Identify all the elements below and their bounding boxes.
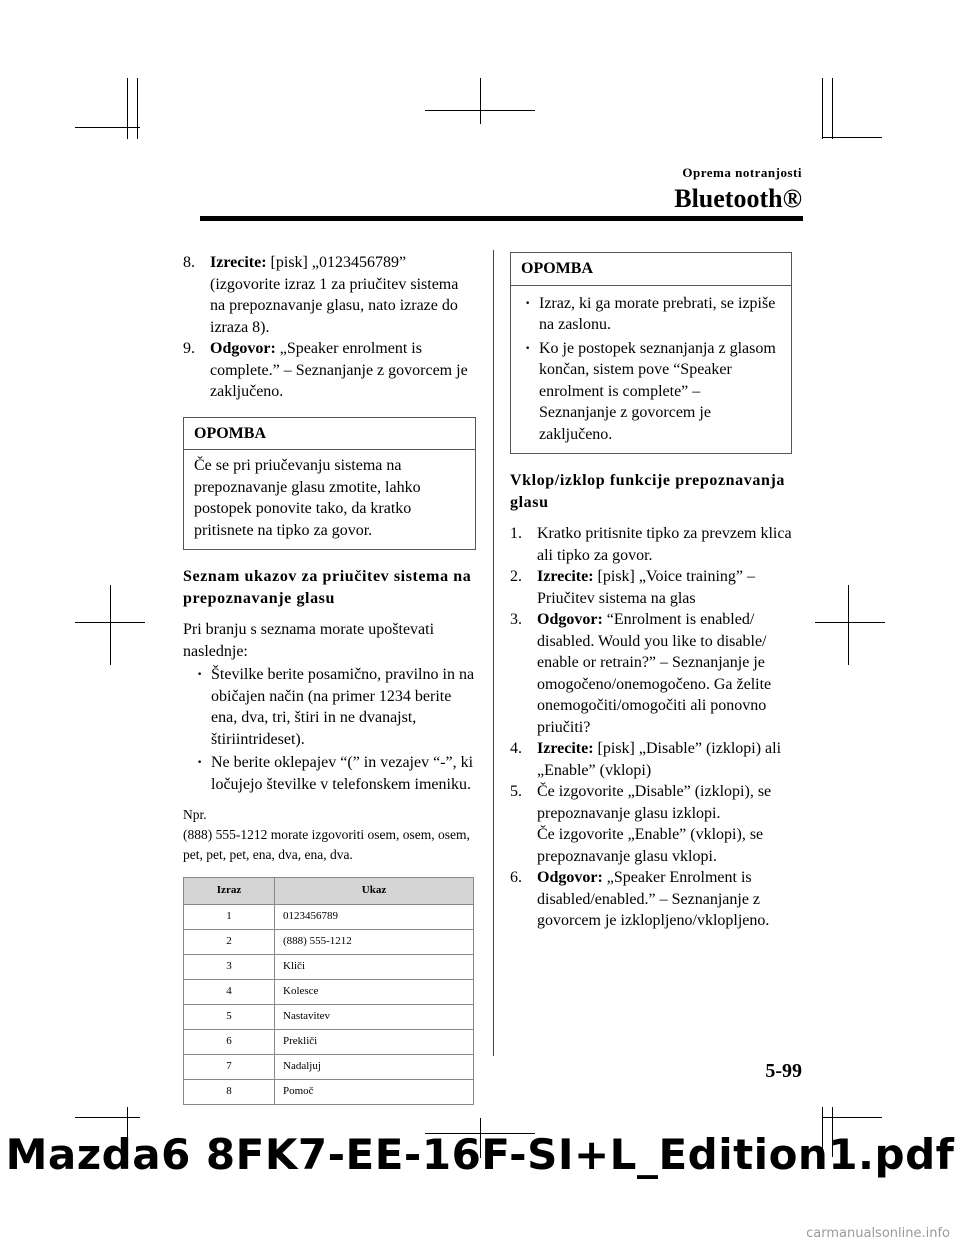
section-title: Oprema notranjosti [682, 165, 802, 180]
table-header-row [184, 878, 474, 905]
bullet-item: · Ne berite oklepajev “(” in vezajev “-”, ki ločujejo številke v telefonskem imeniku. [183, 752, 476, 795]
command-table [183, 877, 474, 1105]
example-label: Npr. [183, 807, 207, 822]
footer-filename: Mazda6 8FK7-EE-16F-SI+L_Edition1.pdf [5, 1130, 955, 1179]
section-subheading: Seznam ukazov za priučitev sistema na prepoznavanje glasu [183, 568, 472, 607]
table-row: 2 (888) 555-1212 [184, 930, 474, 955]
step-4: 4. Izrecite: [pisk] „Disable” (izklopi) ali „Enable” (vklopi) [510, 740, 782, 779]
intro-text: Pri branju s seznama morate upoštevati naslednje: [183, 621, 435, 660]
table-row: 6 Prekliči [184, 1030, 474, 1055]
table-row: 4 Kolesce [184, 980, 474, 1005]
table-row: 8 Pomoč [184, 1080, 474, 1105]
bullet-icon: · [197, 666, 203, 683]
bullet-item: · Številke berite posamično, pravilno in na običajen način (na primer 1234 berite ena, dva, tri, štiri in ne dvanajst, štiriintrideset). [183, 664, 476, 750]
table-row: 1 0123456789 [184, 905, 474, 930]
bullet-icon: · [525, 294, 531, 312]
left-column [183, 252, 476, 1105]
page-number: 5-99 [765, 1060, 802, 1082]
step-1: 1. Kratko pritisnite tipko za prevzem klica ali tipko za govor. [510, 525, 792, 564]
watermark: carmanualsonline.info [806, 1226, 950, 1241]
step-label: Izrecite: [210, 254, 267, 271]
step-number: 8. [183, 254, 195, 271]
step-text: [pisk] „0123456789” (izgovorite izraz 1 za priučitev sistema na prepoznavanje glasu, nato izraze do izraza 8). [210, 254, 459, 336]
column-divider [493, 250, 494, 1056]
table-row: 5 Nastavitev [184, 1005, 474, 1030]
step-number: 9. [183, 340, 195, 357]
header-rule [200, 216, 803, 221]
step-5: 5. Če izgovorite „Disable” (izklopi), se prepoznavanje glasu izklopi. Če izgovorite „Enable” (vklopi), se prepoznavanje glasu vklopi. [510, 783, 772, 865]
page-title: Bluetooth® [674, 184, 802, 213]
note-box [510, 252, 792, 454]
step-8 [183, 252, 476, 338]
column-header: Ukaz [275, 878, 474, 905]
example-text: (888) 555-1212 morate izgovoriti osem, osem, osem, pet, pet, pet, ena, dva, ena, dva. [183, 827, 470, 862]
step-2: 2. Izrecite: [pisk] „Voice training” – Priučitev sistema na glas [510, 568, 755, 607]
step-9 [183, 338, 476, 403]
note-text: Če se pri priučevanju sistema na prepoznavanje glasu zmotite, lahko postopek ponovite tako, da kratko pritisnete na tipko za govor. [194, 457, 421, 539]
bullet-icon: · [525, 339, 531, 357]
section-subheading: Vklop/izklop funkcije prepoznavanja glasu [510, 472, 785, 511]
step-3: 3. Odgovor: “Enrolment is enabled/ disabled. Would you like to disable/ enable or retrain?” – Seznanjanje je omogočeno/onemogočeno. Ga želite onemogočiti/omogočiti ali ponovno priučiti? [510, 611, 772, 736]
table-row: 7 Nadaljuj [184, 1055, 474, 1080]
column-header: Izraz [184, 878, 275, 905]
step-text: „Speaker enrolment is complete.” – Seznanjanje z govorcem je zaključeno. [210, 340, 468, 400]
step-6: 6. Odgovor: „Speaker Enrolment is disabled/enabled.” – Seznanjanje z govorcem je izklopljeno/vklopljeno. [510, 869, 770, 929]
bullet-icon: · [197, 754, 203, 771]
example [183, 805, 476, 865]
note-box [183, 417, 476, 551]
right-column [510, 252, 792, 932]
bullet-item: · Izraz, ki ga morate prebrati, se izpiše na zaslonu. [511, 293, 781, 336]
note-heading: OPOMBA [511, 253, 791, 286]
step-label: Odgovor: [210, 340, 276, 357]
note-heading: OPOMBA [184, 418, 475, 451]
table-row: 3 Kliči [184, 955, 474, 980]
bullet-item: · Ko je postopek seznanjanja z glasom končan, sistem pove “Speaker enrolment is complete” – Seznanjanje z govorcem je zaključeno. [511, 338, 781, 446]
